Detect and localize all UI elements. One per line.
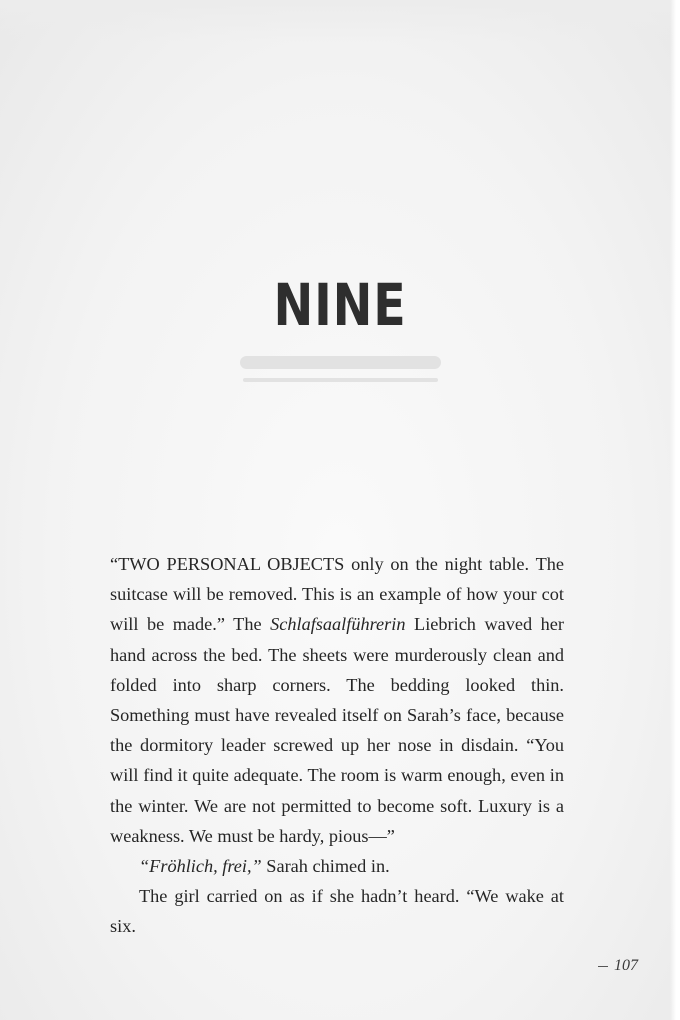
chapter-rule-thin (243, 378, 438, 382)
body-text (110, 549, 564, 942)
paragraph-1-text-a: “TWO PERSONAL OBJECTS only on the night table. The suitcase will be removed. This is an example of how your cot will be made.” The (110, 554, 564, 635)
paragraph-2 (110, 851, 564, 881)
chapter-title: NINE (273, 271, 407, 339)
paragraph-1-foreign-term: Schlafsaalführerin (270, 614, 406, 635)
paragraph-3: The girl carried on as if she hadn’t heard. “We wake at six. (110, 886, 564, 937)
page-right-edge (670, 0, 680, 1020)
paragraph-1-text-b: Liebrich waved her hand across the bed. The sheets were murderously clean and folded into sharp corners. The bedding looked thin. Something must have revealed itself on Sarah’s face, because the dormitory leader screwed up her nose in disdain. “You will find it quite adequate. The room is warm enough, even in the winter. We are not permitted to become soft. Luxury is a weakness. We must be hardy, pious—” (110, 614, 565, 846)
page-top-edge-shadow (0, 0, 680, 42)
paragraph-2-quote: “Fröhlich, frei,” (139, 856, 262, 877)
page-number-text: 107 (614, 957, 638, 974)
paragraph-2-text: Sarah chimed in. (261, 856, 390, 877)
page-number (598, 957, 638, 975)
folio-dash (598, 966, 608, 967)
chapter-rule-thick (240, 356, 441, 369)
paragraph-1 (110, 549, 564, 851)
